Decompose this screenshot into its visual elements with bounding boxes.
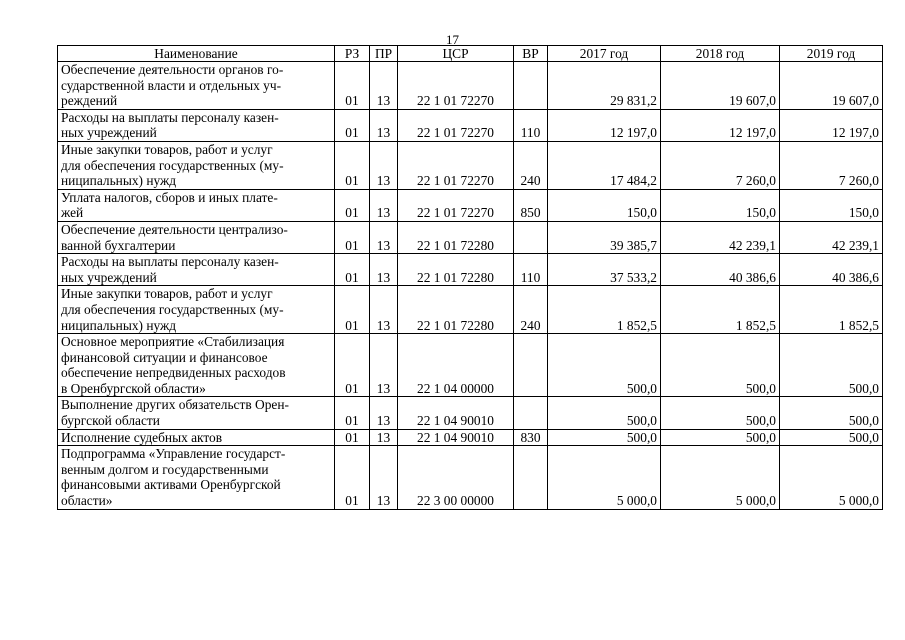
cell-2019: 12 197,0 <box>780 109 883 141</box>
name-line: Расходы на выплаты персоналу казен- <box>61 109 279 125</box>
cell-rz: 01 <box>335 141 370 189</box>
name-line: Выполнение других обязательств Орен- <box>61 397 289 413</box>
cell-2018: 12 197,0 <box>661 109 780 141</box>
table-header-row <box>58 46 883 62</box>
name-line: Подпрограмма «Управление государст- <box>61 446 286 462</box>
cell-vr <box>514 221 548 253</box>
cell-2017: 500,0 <box>548 429 661 446</box>
cell-2019: 7 260,0 <box>780 141 883 189</box>
table-row <box>58 397 883 429</box>
cell-pr: 13 <box>370 62 398 110</box>
cell-pr: 13 <box>370 429 398 446</box>
cell-2019: 19 607,0 <box>780 62 883 110</box>
cell-2018: 500,0 <box>661 334 780 397</box>
cell-pr: 13 <box>370 189 398 221</box>
cell-rz: 01 <box>335 189 370 221</box>
cell-rz: 01 <box>335 286 370 334</box>
cell-2017: 17 484,2 <box>548 141 661 189</box>
table-row <box>58 254 883 286</box>
cell-name <box>58 286 335 334</box>
name-line: Обеспечение деятельности централизо- <box>61 221 288 237</box>
header-rz: РЗ <box>335 46 370 62</box>
cell-rz: 01 <box>335 221 370 253</box>
cell-csr: 22 1 01 72270 <box>398 189 514 221</box>
name-line: бургской области <box>61 413 160 429</box>
cell-rz: 01 <box>335 62 370 110</box>
cell-pr: 13 <box>370 446 398 509</box>
cell-pr: 13 <box>370 286 398 334</box>
cell-2018: 40 386,6 <box>661 254 780 286</box>
cell-2019: 1 852,5 <box>780 286 883 334</box>
table-row <box>58 446 883 509</box>
header-name: Наименование <box>58 46 335 62</box>
cell-name <box>58 221 335 253</box>
cell-2019: 500,0 <box>780 429 883 446</box>
cell-2017: 500,0 <box>548 397 661 429</box>
budget-table <box>57 45 883 510</box>
cell-2019: 5 000,0 <box>780 446 883 509</box>
table-row <box>58 109 883 141</box>
cell-vr <box>514 397 548 429</box>
name-line: обеспечение непредвиденных расходов <box>61 365 286 381</box>
cell-2017: 1 852,5 <box>548 286 661 334</box>
cell-vr <box>514 334 548 397</box>
name-line: финансовой ситуации и финансовое <box>61 349 268 365</box>
cell-2019: 500,0 <box>780 334 883 397</box>
cell-2019: 40 386,6 <box>780 254 883 286</box>
header-2018: 2018 год <box>661 46 780 62</box>
name-line: ниципальных) нужд <box>61 317 177 333</box>
cell-name <box>58 397 335 429</box>
cell-csr: 22 1 01 72280 <box>398 221 514 253</box>
name-line: ванной бухгалтерии <box>61 237 176 253</box>
cell-2017: 12 197,0 <box>548 109 661 141</box>
name-line: венным долгом и государственными <box>61 461 269 477</box>
table-row <box>58 221 883 253</box>
header-vr: ВР <box>514 46 548 62</box>
cell-pr: 13 <box>370 109 398 141</box>
header-2019: 2019 год <box>780 46 883 62</box>
name-line: ниципальных) нужд <box>61 173 177 189</box>
header-2017: 2017 год <box>548 46 661 62</box>
cell-csr: 22 1 04 90010 <box>398 397 514 429</box>
cell-2018: 42 239,1 <box>661 221 780 253</box>
cell-2017: 500,0 <box>548 334 661 397</box>
cell-vr: 240 <box>514 286 548 334</box>
cell-2017: 5 000,0 <box>548 446 661 509</box>
cell-2018: 150,0 <box>661 189 780 221</box>
name-line: для обеспечения государственных (му- <box>61 301 284 317</box>
cell-name <box>58 109 335 141</box>
cell-vr: 850 <box>514 189 548 221</box>
name-line: Иные закупки товаров, работ и услуг <box>61 286 273 302</box>
table-row <box>58 141 883 189</box>
name-line: Расходы на выплаты персоналу казен- <box>61 254 279 270</box>
cell-2018: 7 260,0 <box>661 141 780 189</box>
cell-rz: 01 <box>335 446 370 509</box>
cell-2019: 150,0 <box>780 189 883 221</box>
name-line: сударственной власти и отдельных уч- <box>61 77 282 93</box>
cell-rz: 01 <box>335 109 370 141</box>
name-line: ных учреждений <box>61 125 157 141</box>
name-line: в Оренбургской области» <box>61 380 206 396</box>
cell-rz: 01 <box>335 429 370 446</box>
cell-csr: 22 1 01 72270 <box>398 141 514 189</box>
header-csr: ЦСР <box>398 46 514 62</box>
table-row <box>58 286 883 334</box>
cell-pr: 13 <box>370 221 398 253</box>
name-line: Уплата налогов, сборов и иных плате- <box>61 189 278 205</box>
name-line: Основное мероприятие «Стабилизация <box>61 334 285 350</box>
cell-vr: 830 <box>514 429 548 446</box>
cell-2018: 5 000,0 <box>661 446 780 509</box>
cell-pr: 13 <box>370 141 398 189</box>
cell-pr: 13 <box>370 254 398 286</box>
cell-2018: 19 607,0 <box>661 62 780 110</box>
table-row <box>58 62 883 110</box>
cell-name <box>58 334 335 397</box>
cell-name <box>58 62 335 110</box>
cell-vr: 110 <box>514 254 548 286</box>
name-line: Иные закупки товаров, работ и услуг <box>61 141 273 157</box>
name-line: ных учреждений <box>61 269 157 285</box>
cell-2017: 39 385,7 <box>548 221 661 253</box>
cell-name <box>58 446 335 509</box>
cell-vr: 110 <box>514 109 548 141</box>
cell-2018: 1 852,5 <box>661 286 780 334</box>
cell-2018: 500,0 <box>661 397 780 429</box>
cell-2019: 500,0 <box>780 397 883 429</box>
cell-vr <box>514 62 548 110</box>
cell-rz: 01 <box>335 397 370 429</box>
page-number: 17 <box>446 32 459 47</box>
name-line: Обеспечение деятельности органов го- <box>61 62 284 77</box>
name-line: жей <box>61 205 84 221</box>
cell-rz: 01 <box>335 334 370 397</box>
cell-pr: 13 <box>370 397 398 429</box>
cell-rz: 01 <box>335 254 370 286</box>
cell-name <box>58 429 335 446</box>
cell-2019: 42 239,1 <box>780 221 883 253</box>
cell-2017: 37 533,2 <box>548 254 661 286</box>
cell-2017: 150,0 <box>548 189 661 221</box>
table-body <box>58 62 883 510</box>
cell-vr <box>514 446 548 509</box>
cell-csr: 22 1 04 90010 <box>398 429 514 446</box>
cell-name <box>58 254 335 286</box>
cell-pr: 13 <box>370 334 398 397</box>
header-pr: ПР <box>370 46 398 62</box>
cell-vr: 240 <box>514 141 548 189</box>
cell-csr: 22 1 01 72270 <box>398 62 514 110</box>
name-line: финансовыми активами Оренбургской <box>61 477 281 493</box>
table-row <box>58 189 883 221</box>
name-line: области» <box>61 493 113 509</box>
cell-csr: 22 1 01 72280 <box>398 254 514 286</box>
cell-2018: 500,0 <box>661 429 780 446</box>
name-line: Исполнение судебных актов <box>61 429 223 445</box>
name-line: для обеспечения государственных (му- <box>61 157 284 173</box>
table-row <box>58 334 883 397</box>
table-row <box>58 429 883 446</box>
cell-name <box>58 141 335 189</box>
cell-csr: 22 1 04 00000 <box>398 334 514 397</box>
cell-2017: 29 831,2 <box>548 62 661 110</box>
cell-csr: 22 1 01 72280 <box>398 286 514 334</box>
cell-name <box>58 189 335 221</box>
name-line: реждений <box>61 93 118 109</box>
cell-csr: 22 3 00 00000 <box>398 446 514 509</box>
cell-csr: 22 1 01 72270 <box>398 109 514 141</box>
